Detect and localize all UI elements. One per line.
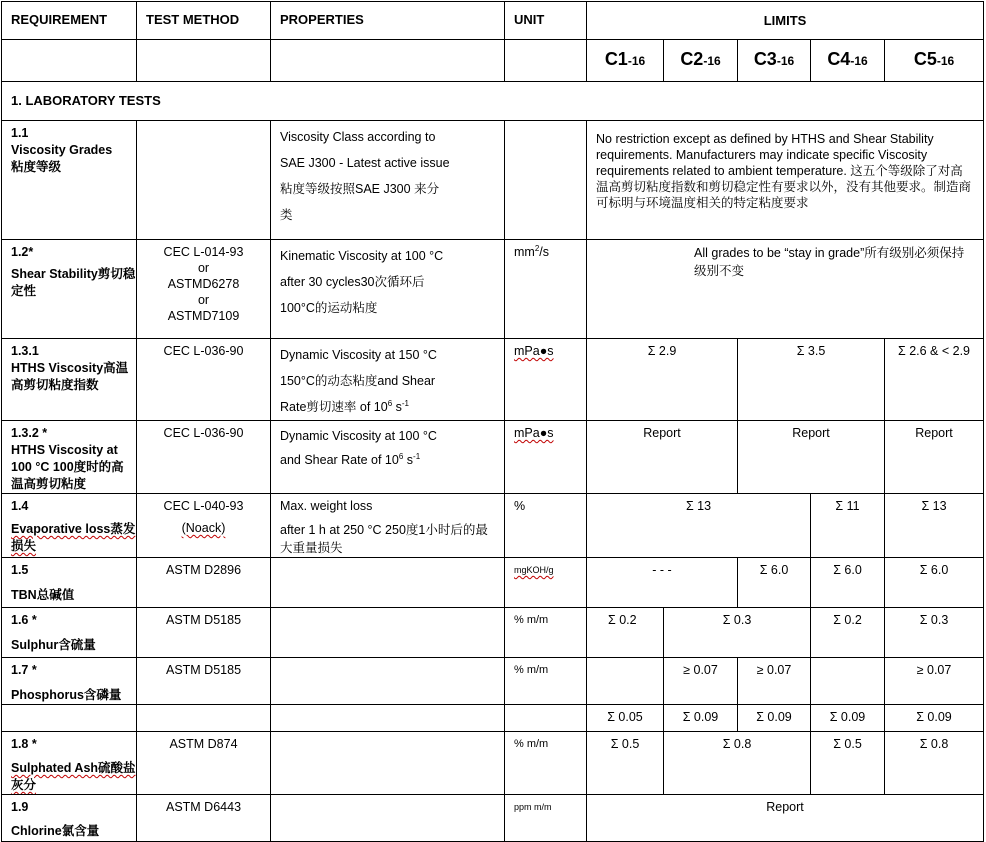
unit-cell: mPa●s — [505, 421, 587, 494]
limit-value: Σ 0.8 — [664, 732, 811, 795]
specification-table — [1, 1, 984, 842]
blank-cell — [271, 705, 505, 732]
limit-value: Σ 0.3 — [664, 608, 811, 658]
limit-value: Σ 0.5 — [811, 732, 885, 795]
limit-value: Σ 0.09 — [885, 705, 984, 732]
limit-value: Σ 3.5 — [738, 339, 885, 421]
test-method-cell: CEC L-036-90 — [137, 339, 271, 421]
limit-value: ≥ 0.07 — [738, 658, 811, 705]
limit-value — [811, 658, 885, 705]
limit-value: Σ 0.2 — [811, 608, 885, 658]
requirement-cell: 1.8 * Sulphated Ash硫酸盐灰分 — [2, 732, 137, 795]
limit-value: Report — [587, 795, 984, 842]
table-row — [2, 121, 984, 240]
limit-value: Σ 0.5 — [587, 732, 664, 795]
limits-cell: All grades to be “stay in grade”所有级别必须保持级别不变 — [587, 240, 984, 339]
requirement-cell: 1.3.2 * HTHS Viscosity at 100 °C 100度时的高温高剪切粘度 — [2, 421, 137, 494]
section-title: 1. LABORATORY TESTS — [2, 82, 984, 121]
table-row — [2, 732, 984, 795]
limit-value: Σ 0.09 — [664, 705, 738, 732]
blank-cell — [505, 40, 587, 82]
properties-cell — [271, 658, 505, 705]
grade-c1: C1-16 — [587, 40, 664, 82]
properties-cell: Max. weight loss after 1 h at 250 °C 250度1小时后的最大重量损失 — [271, 494, 505, 558]
requirement-cell: 1.1 Viscosity Grades 粘度等级 — [2, 121, 137, 240]
table-row — [2, 240, 984, 339]
blank-cell — [137, 40, 271, 82]
unit-cell: mPa●s — [505, 339, 587, 421]
unit-cell: $mm^2/s$ — [505, 240, 587, 339]
limit-value: Σ 2.9 — [587, 339, 738, 421]
limit-value: Σ 0.8 — [885, 732, 984, 795]
section-row — [2, 82, 984, 121]
header-requirement: REQUIREMENT — [2, 2, 137, 40]
test-method-cell: CEC L-014-93 or ASTMD6278 or ASTMD7109 — [137, 240, 271, 339]
test-method-cell — [137, 121, 271, 240]
grade-c4: C4-16 — [811, 40, 885, 82]
unit-cell: % — [505, 494, 587, 558]
unit-cell: % m/m — [505, 732, 587, 795]
properties-cell — [271, 795, 505, 842]
requirement-cell: 1.7 * Phosphorus含磷量 — [2, 658, 137, 705]
limit-value: - - - — [587, 558, 738, 608]
requirement-cell: 1.9 Chlorine氯含量 — [2, 795, 137, 842]
limits-cell: No restriction except as defined by HTHS and Shear Stability requirements. Manufacturers may indicate specific Viscosity requirements related to ambient temperature. 这五个等级除了对高温高剪切粘度指数和剪切稳定性有要求以外，没有其他要求。制造商可标明与环境温度相关的特定粘度要求 — [587, 121, 984, 240]
properties-cell: Dynamic Viscosity at 100 °C and Shear Rate of $10^6$ $s^{-1}$ — [271, 421, 505, 494]
unit-cell: ppm m/m — [505, 795, 587, 842]
blank-cell — [271, 40, 505, 82]
unit-cell — [505, 121, 587, 240]
requirement-cell: 1.3.1 HTHS Viscosity高温高剪切粘度指数 — [2, 339, 137, 421]
table-row — [2, 558, 984, 608]
properties-cell: Kinematic Viscosity at 100 °C after 30 cycles30次循环后 100°C的运动粘度 — [271, 240, 505, 339]
limit-value: Σ 13 — [885, 494, 984, 558]
grade-row — [2, 40, 984, 82]
unit-cell: % m/m — [505, 658, 587, 705]
table-row — [2, 339, 984, 421]
table-row — [2, 658, 984, 705]
unit-cell: % m/m — [505, 608, 587, 658]
test-method-cell: ASTM D5185 — [137, 658, 271, 705]
header-properties: PROPERTIES — [271, 2, 505, 40]
limit-value: Σ 2.6 & < 2.9 — [885, 339, 984, 421]
limit-value: Σ 0.2 — [587, 608, 664, 658]
grade-c5: C5-16 — [885, 40, 984, 82]
limit-value: Σ 6.0 — [811, 558, 885, 608]
properties-cell — [271, 732, 505, 795]
table-row — [2, 494, 984, 558]
limit-value — [587, 658, 664, 705]
header-row — [2, 2, 984, 40]
grade-c3: C3-16 — [738, 40, 811, 82]
unit-cell: mgKOH/g — [505, 558, 587, 608]
header-test-method: TEST METHOD — [137, 2, 271, 40]
properties-cell — [271, 558, 505, 608]
requirement-cell: 1.4 Evaporative loss蒸发损失 — [2, 494, 137, 558]
blank-cell — [2, 40, 137, 82]
requirement-cell: 1.6 * Sulphur含硫量 — [2, 608, 137, 658]
limit-value: Report — [738, 421, 885, 494]
limit-value: Σ 0.09 — [811, 705, 885, 732]
limit-value: ≥ 0.07 — [664, 658, 738, 705]
requirement-cell: 1.2* Shear Stability剪切稳定性 — [2, 240, 137, 339]
properties-cell — [271, 608, 505, 658]
test-method-cell: ASTM D6443 — [137, 795, 271, 842]
test-method-cell: ASTM D2896 — [137, 558, 271, 608]
limit-value: Σ 0.05 — [587, 705, 664, 732]
test-method-cell: ASTM D5185 — [137, 608, 271, 658]
grade-c2: C2-16 — [664, 40, 738, 82]
header-limits: LIMITS — [587, 2, 984, 40]
limit-value: Σ 0.09 — [738, 705, 811, 732]
table-row — [2, 608, 984, 658]
properties-cell: Viscosity Class according to SAE J300 - Latest active issue 粘度等级按照SAE J300 来分 类 — [271, 121, 505, 240]
limit-value: Σ 0.3 — [885, 608, 984, 658]
requirement-cell: 1.5 TBN总碱值 — [2, 558, 137, 608]
limit-value: Report — [885, 421, 984, 494]
limit-value: Σ 6.0 — [885, 558, 984, 608]
table-row — [2, 421, 984, 494]
table-row — [2, 795, 984, 842]
table-row — [2, 705, 984, 732]
test-method-cell: ASTM D874 — [137, 732, 271, 795]
limit-value: ≥ 0.07 — [885, 658, 984, 705]
header-unit: UNIT — [505, 2, 587, 40]
limit-value: Σ 13 — [587, 494, 811, 558]
blank-cell — [2, 705, 137, 732]
test-method-cell: CEC L-036-90 — [137, 421, 271, 494]
limit-value: Σ 11 — [811, 494, 885, 558]
blank-cell — [137, 705, 271, 732]
limit-value: Report — [587, 421, 738, 494]
test-method-cell: CEC L-040-93 (Noack) — [137, 494, 271, 558]
blank-cell — [505, 705, 587, 732]
limit-value: Σ 6.0 — [738, 558, 811, 608]
properties-cell: Dynamic Viscosity at 150 °C 150°C的动态粘度and Shear Rate剪切速率 of $10^6$ $s^{-1}$ — [271, 339, 505, 421]
